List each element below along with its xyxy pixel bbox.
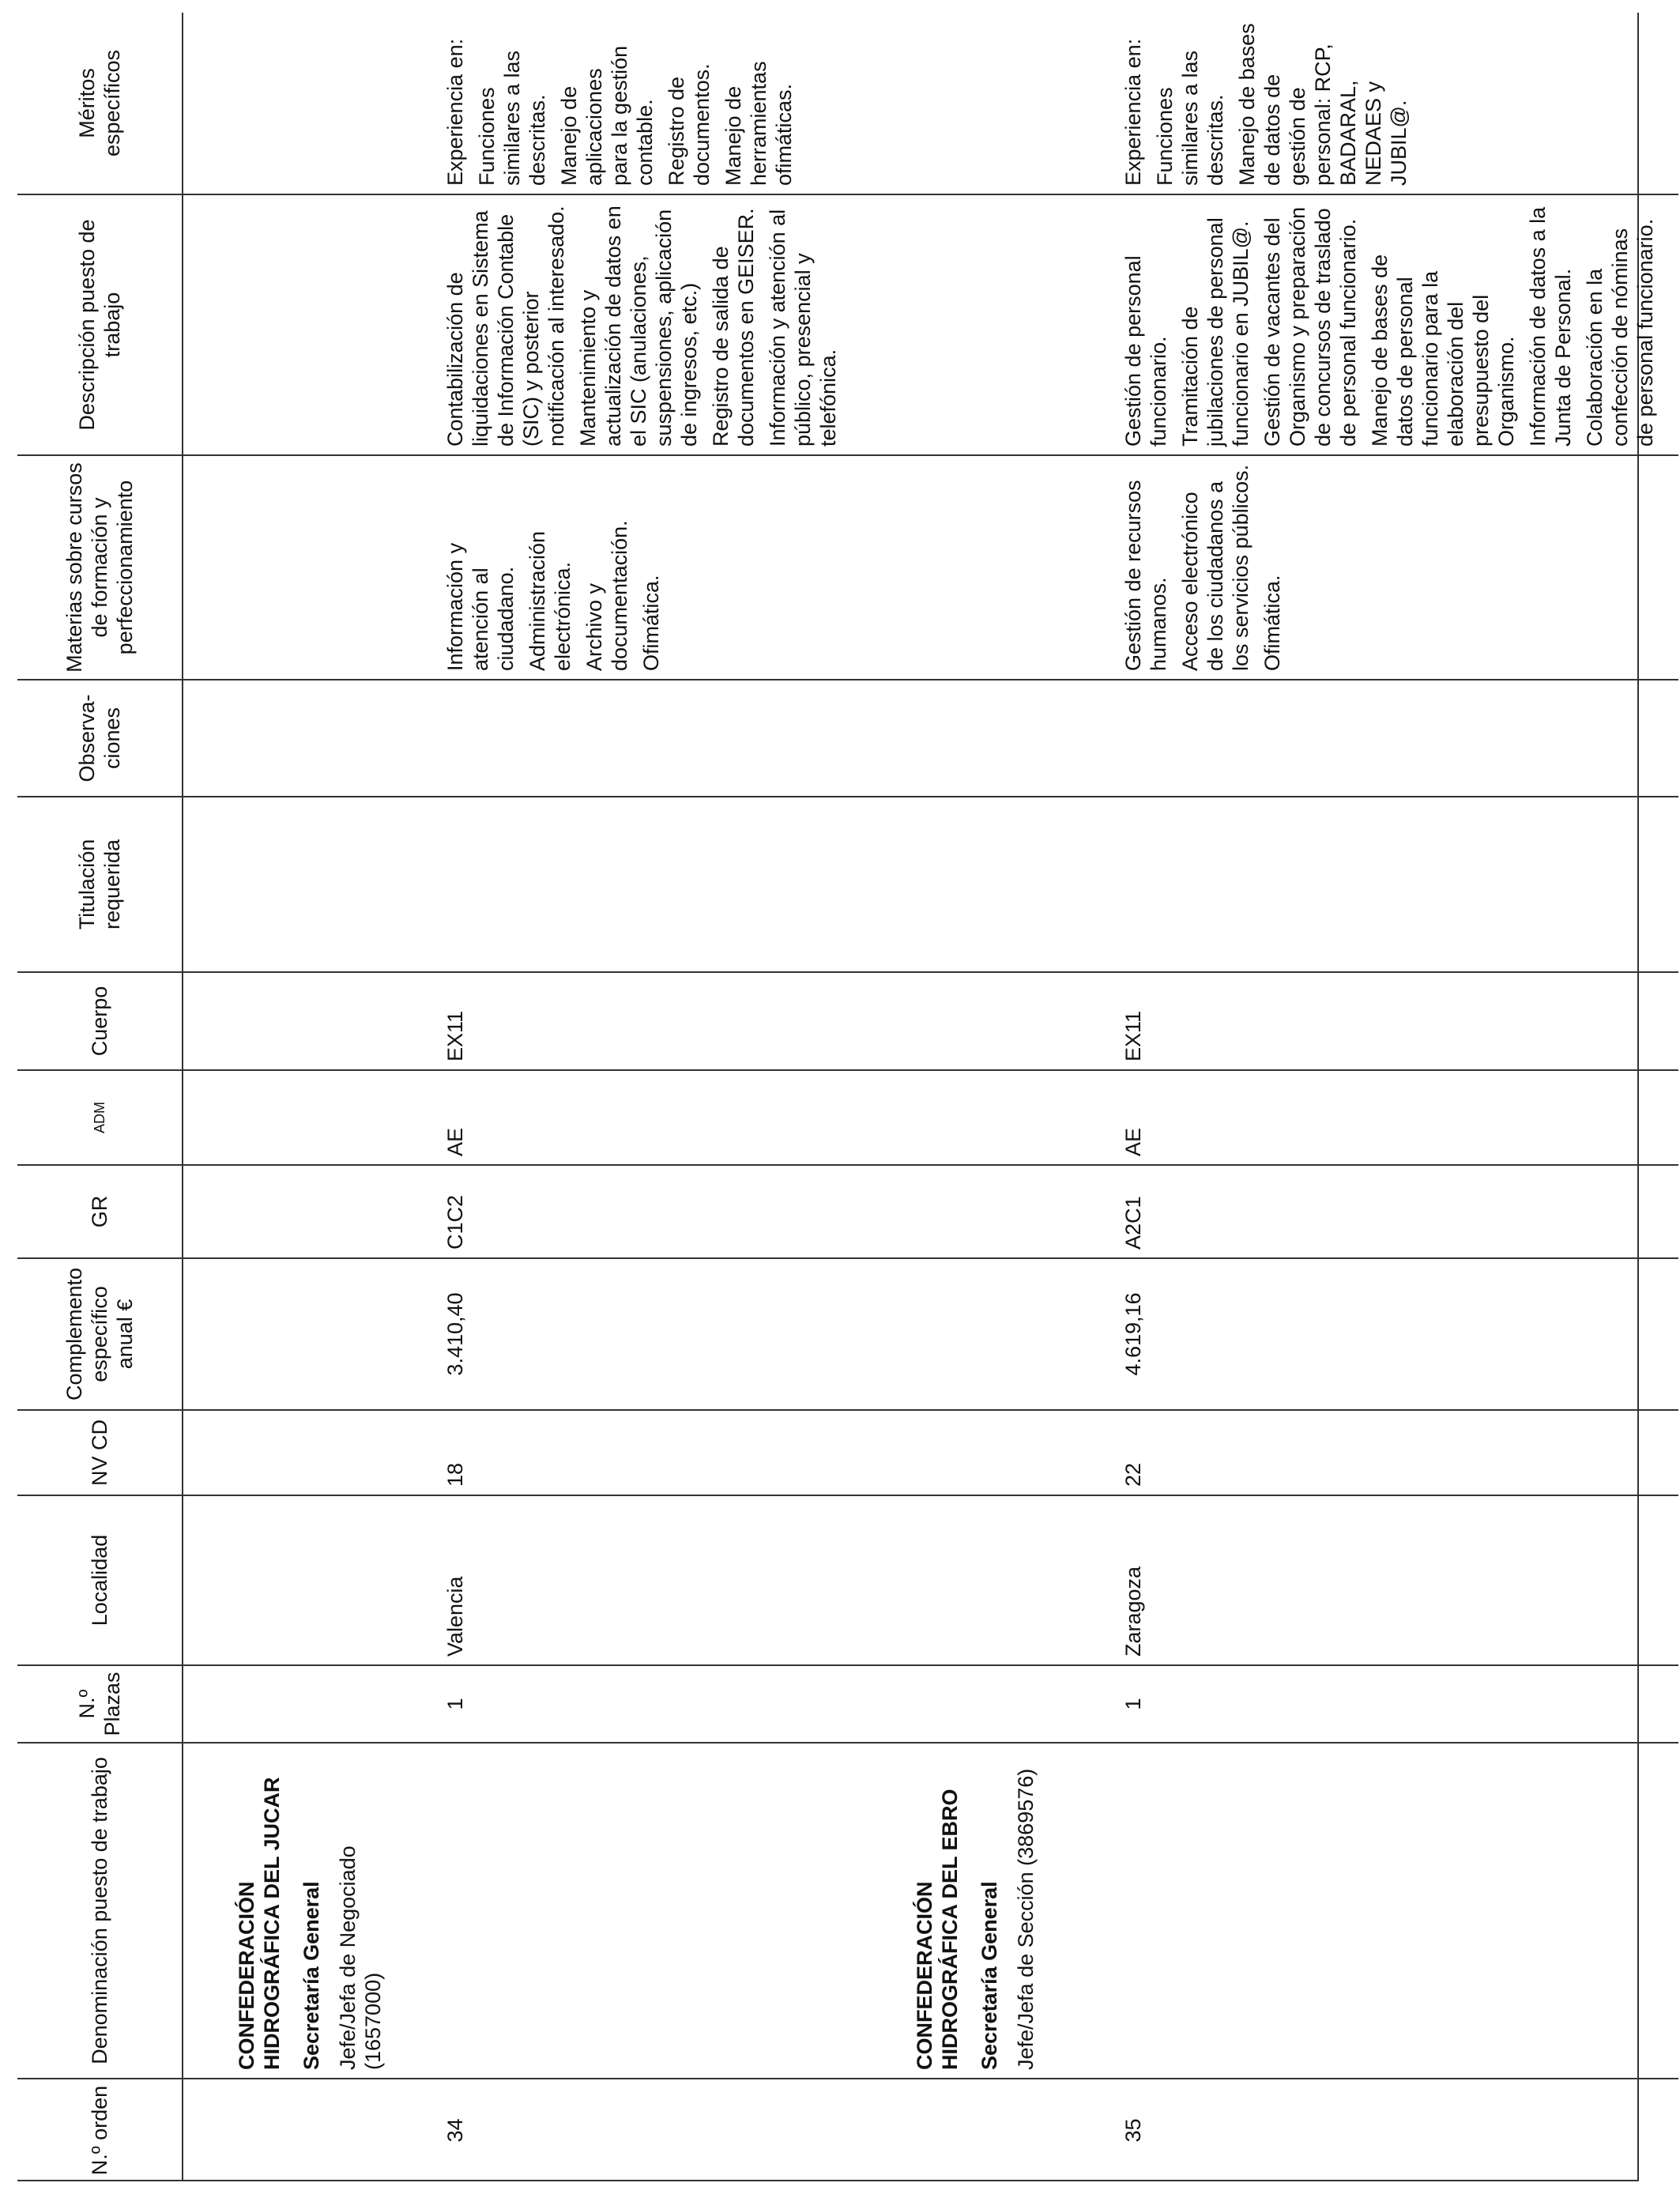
nivel-cell: 18 — [183, 1410, 861, 1495]
materias-cell — [861, 455, 1678, 680]
header-materias: Materias sobre cursos de formación y perfeccionamiento — [17, 455, 183, 680]
list-item: Información y atención al ciudadano. — [443, 542, 518, 671]
meritos-cell — [861, 13, 1678, 194]
localidad-cell: Zaragoza — [861, 1495, 1678, 1665]
list-item: Información y atención al público, presencial y telefónica. — [766, 209, 840, 447]
list-item: Experiencia en: — [1121, 38, 1145, 186]
nivel-cell: 22 — [861, 1410, 1678, 1495]
complemento-cell: 3.410,40 — [183, 1258, 861, 1410]
localidad-cell: Valencia — [183, 1495, 861, 1665]
descripcion-cell — [861, 194, 1678, 455]
list-item: Gestión de personal funcionario. — [1121, 255, 1170, 447]
list-item: Manejo de bases de datos de personal funcionario para la elaboración del presupuesto del Organismo. — [1368, 254, 1518, 447]
list-item: Funciones similares a las descritas. — [475, 50, 549, 186]
header-denominacion: Denominación puesto de trabajo — [17, 1743, 183, 2079]
list-item: Experiencia en: — [443, 38, 467, 186]
list-item: Manejo de aplicaciones para la gestión contable. — [557, 45, 657, 186]
list-item: Manejo de herramientas ofimáticas. — [721, 61, 796, 186]
unidad-label: Secretaría General — [977, 1881, 1001, 2070]
list-item: Administración electrónica. — [525, 530, 574, 671]
adm-cell: AE — [861, 1070, 1678, 1165]
observaciones-cell — [183, 680, 861, 797]
list-item: Gestión de vacantes del Organismo y preparación de concursos de traslado de personal funcionario. — [1260, 206, 1360, 447]
adm-cell: AE — [183, 1070, 861, 1165]
list-item: Registro de documentos. — [665, 63, 714, 186]
list-item: Contabilización de liquidaciones en Sistema de Información Contable (SIC) y posterior notificación al interesado. — [443, 205, 568, 447]
puesto-label: Jefe/Jefa de Sección (3869576) — [1014, 1768, 1038, 2070]
list-item: Manejo de bases de datos de gestión de personal: RCP, BADARAL, NEDAES y JUBIL@. — [1235, 23, 1411, 186]
header-localidad: Localidad — [17, 1495, 183, 1665]
unidad-label: Secretaría General — [299, 1881, 323, 2070]
cuerpo-cell: EX11 — [861, 972, 1678, 1070]
header-titulacion: Titulación requerida — [17, 797, 183, 972]
denominacion-cell — [861, 1743, 1678, 2079]
header-meritos: Méritos específicos — [17, 13, 183, 194]
list-item: Información de datos a la Junta de Personal. — [1526, 206, 1575, 447]
gr-cell: C1C2 — [183, 1165, 861, 1258]
table-row — [861, 13, 1678, 2181]
plazas-cell: 1 — [861, 1665, 1678, 1743]
puesto-label: Jefe/Jefa de Negociado (1657000) — [336, 1845, 385, 2070]
complemento-cell: 4.619,16 — [861, 1258, 1678, 1410]
list-item: Archivo y documentación. — [582, 520, 631, 671]
titulacion-cell — [183, 797, 861, 972]
header-complemento: Complemento específico anual € — [17, 1258, 183, 1410]
header-plazas: N.º Plazas — [17, 1665, 183, 1743]
header-cuerpo: Cuerpo — [17, 972, 183, 1070]
list-item: Registro de salida de documentos en GEISER. — [709, 208, 758, 447]
orden-cell: 35 — [861, 2079, 1678, 2181]
list-item: Ofimática. — [639, 575, 663, 671]
plazas-cell: 1 — [183, 1665, 861, 1743]
materias-cell — [183, 455, 861, 680]
table-row — [183, 13, 861, 2181]
list-item: Colaboración en la confección de nóminas de personal funcionario. — [1583, 218, 1657, 447]
list-item: Acceso electrónico de los ciudadanos a los servicios públicos. — [1178, 464, 1252, 671]
header-observaciones: Observa-ciones — [17, 680, 183, 797]
list-item: Mantenimiento y actualización de datos en el SIC (anulaciones, suspensiones, aplicación de ingresos, etc.) — [576, 205, 701, 447]
descripcion-cell — [183, 194, 861, 455]
orden-cell: 34 — [183, 2079, 861, 2181]
meritos-cell — [183, 13, 861, 194]
positions-table — [17, 13, 1678, 2181]
header-row — [17, 13, 183, 2181]
denominacion-cell — [183, 1743, 861, 2079]
organismo-label: CONFEDERACIÓN HIDROGRÁFICA DEL JUCAR — [235, 1777, 284, 2070]
list-item: Funciones similares a las descritas. — [1153, 50, 1227, 186]
list-item: Gestión de recursos humanos. — [1121, 480, 1170, 671]
organismo-label: CONFEDERACIÓN HIDROGRÁFICA DEL EBRO — [913, 1789, 962, 2070]
observaciones-cell — [861, 680, 1678, 797]
list-item: Ofimática. — [1260, 575, 1284, 671]
titulacion-cell — [861, 797, 1678, 972]
gr-cell: A2C1 — [861, 1165, 1678, 1258]
header-descripcion: Descripción puesto de trabajo — [17, 194, 183, 455]
header-adm: ADM — [17, 1070, 183, 1165]
header-orden: N.º orden — [17, 2079, 183, 2181]
cuerpo-cell: EX11 — [183, 972, 861, 1070]
list-item: Tramitación de jubilaciones de personal funcionario en JUBIL@. — [1178, 217, 1252, 447]
header-nivel: NV CD — [17, 1410, 183, 1495]
header-gr: GR — [17, 1165, 183, 1258]
